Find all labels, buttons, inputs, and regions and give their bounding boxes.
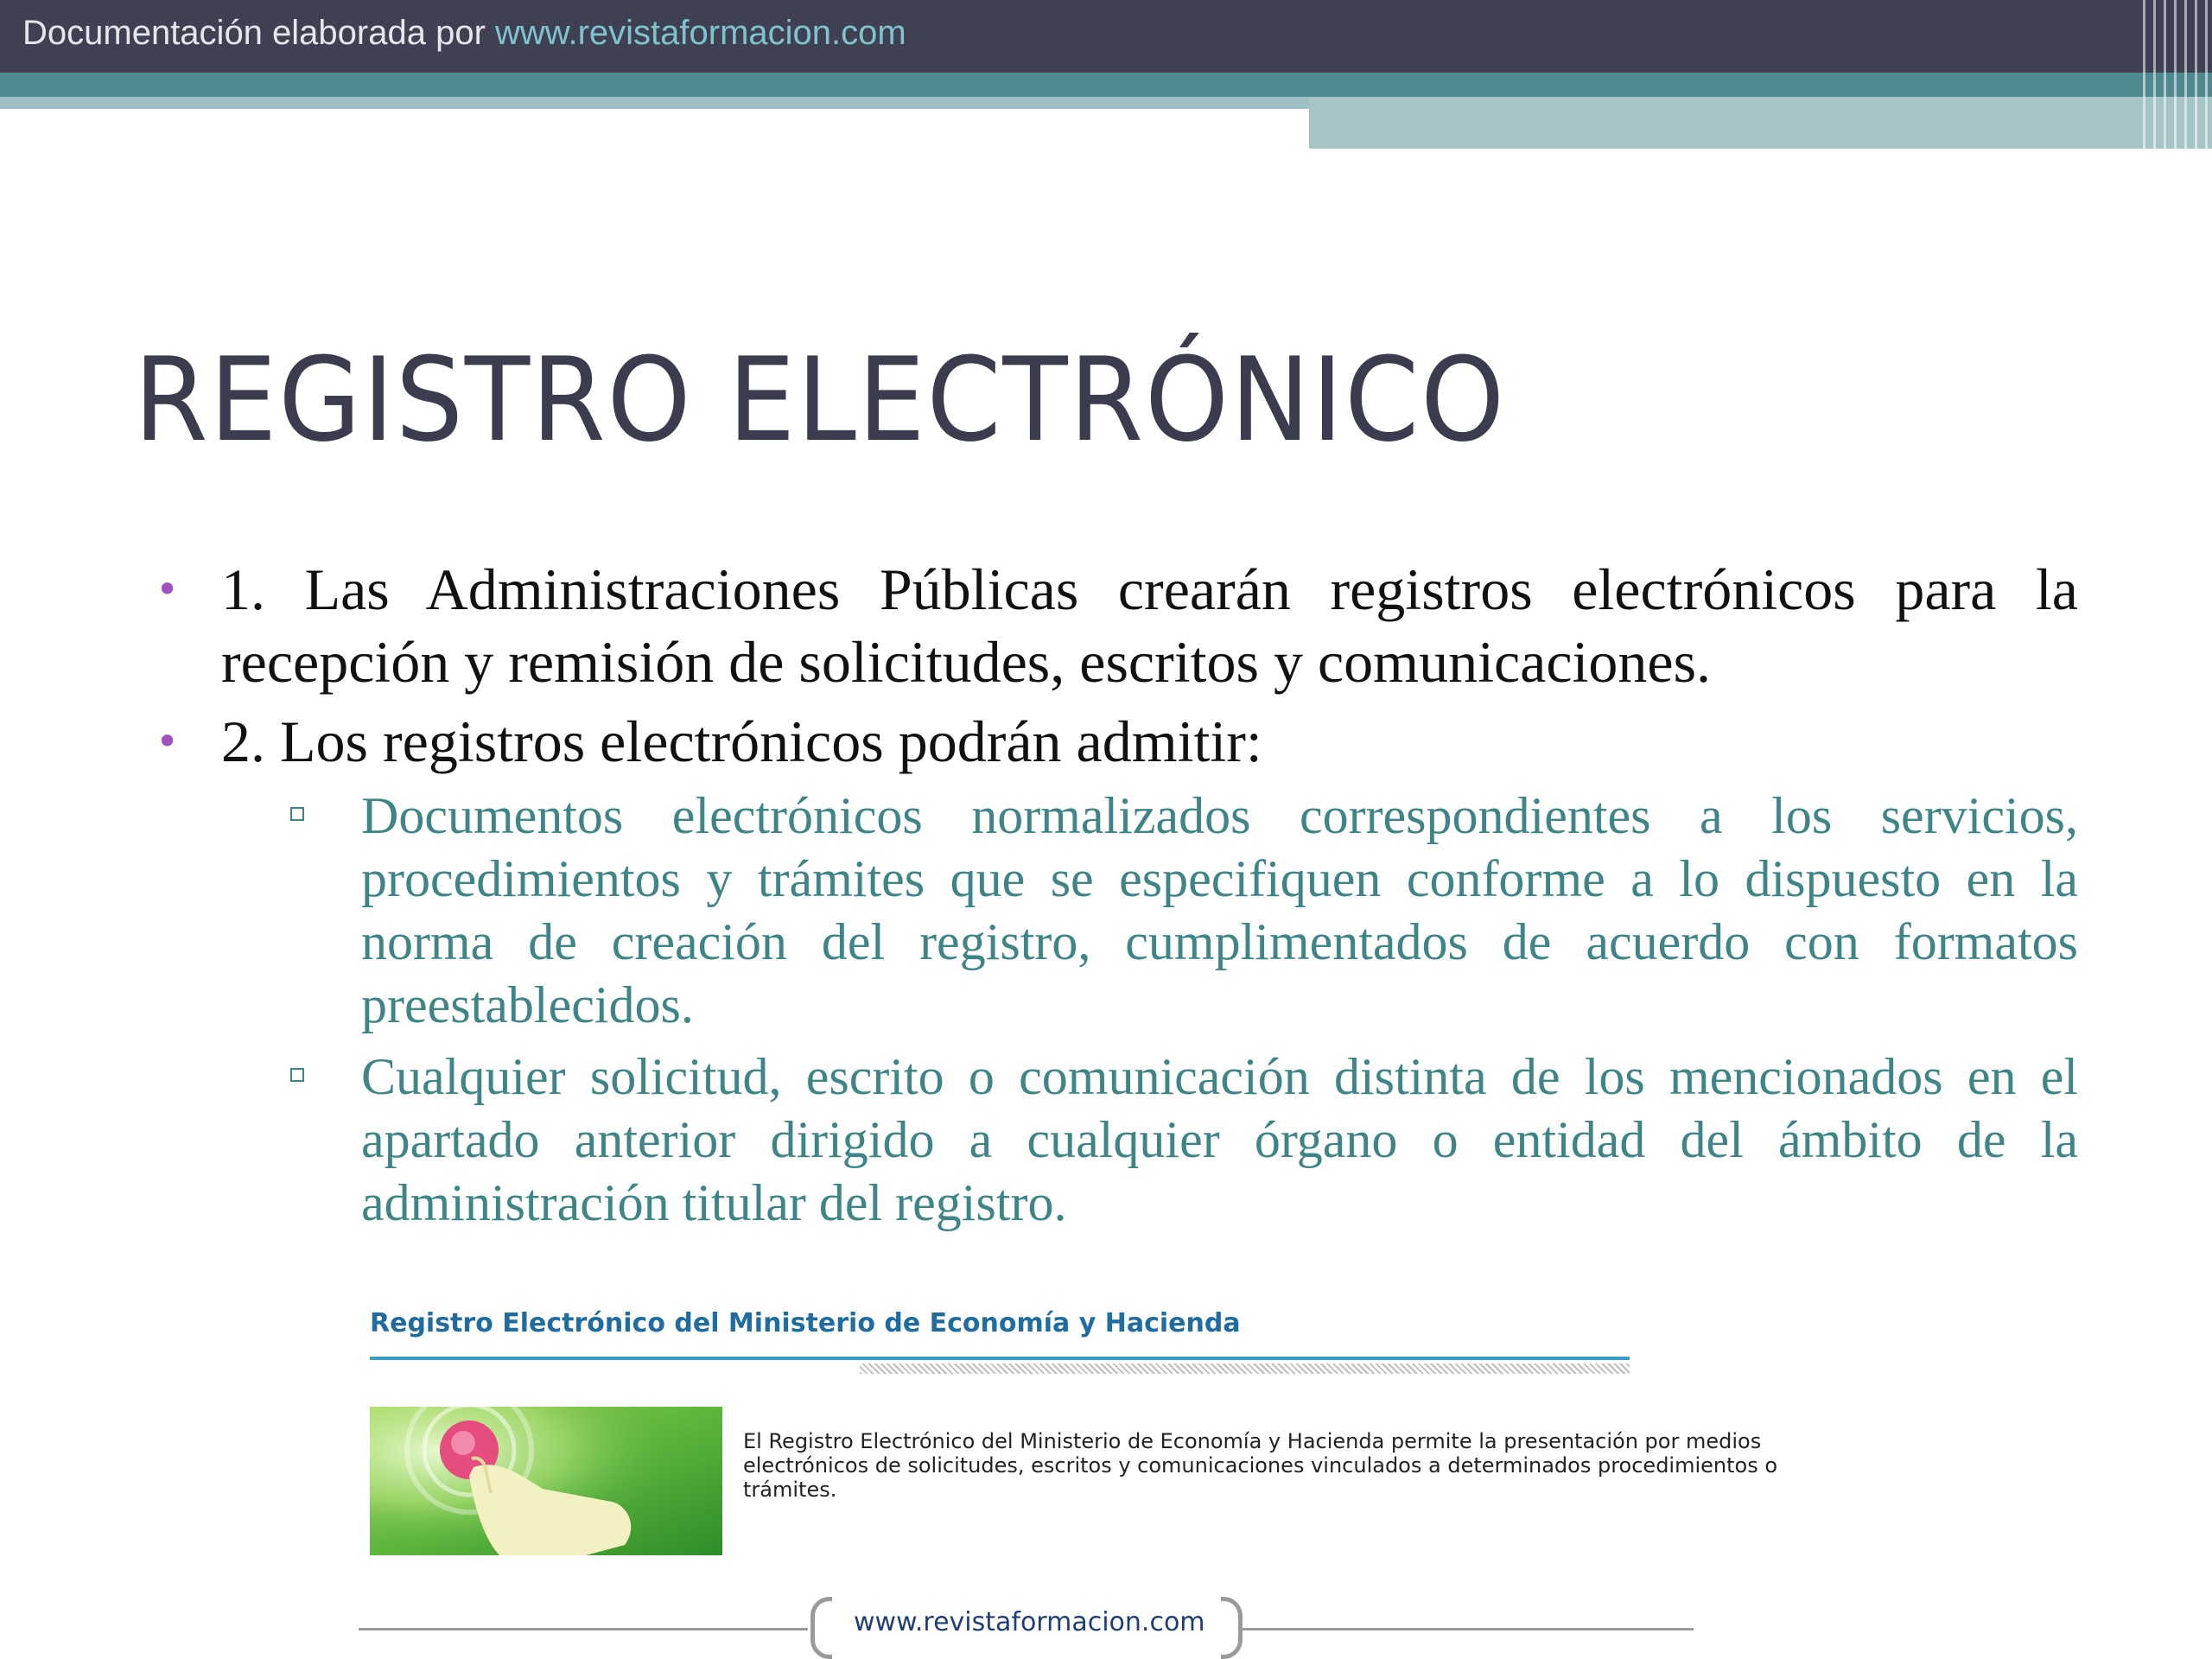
bullet-text: 2. Los registros electrónicos podrán admitir: — [221, 709, 1262, 774]
footer-bracket-left — [810, 1597, 832, 1659]
bullet-text: 1. Las Administraciones Públicas crearán registros electrónicos para la recepción y remisión de solicitudes, escritos y comunicaciones. — [221, 556, 2078, 695]
bullet-dot-icon: • — [156, 566, 180, 613]
touch-button-image — [370, 1407, 722, 1555]
header-band-teal — [0, 73, 2212, 97]
footer-line-right — [1240, 1628, 1694, 1630]
header-stripes — [2143, 0, 2212, 149]
registry-screenshot-title: Registro Electrónico del Ministerio de Economía y Hacienda — [370, 1308, 1241, 1338]
bullet-item — [156, 553, 2078, 698]
sub-bullet-item — [290, 785, 2078, 1037]
header-credit — [22, 14, 906, 53]
sub-bullet-list — [156, 785, 2078, 1235]
header-url[interactable]: www.revistaformacion.com — [495, 14, 906, 52]
square-bullet-icon — [290, 1068, 304, 1082]
bullet-list — [156, 553, 2078, 1243]
bullet-item — [156, 705, 2078, 778]
slide-title: REGISTRO ELECTRÓNICO — [134, 333, 1506, 467]
footer-line-left — [359, 1628, 808, 1630]
header-bar — [0, 0, 2212, 73]
sub-bullet-item — [290, 1046, 2078, 1235]
sub-bullet-text: Cualquier solicitud, escrito o comunicación distinta de los mencionados en el apartado anterior dirigido a cualquier órgano o entidad del ámbito de la administración titular del registro. — [361, 1048, 2078, 1231]
footer-bracket-right — [1221, 1597, 1243, 1659]
header-band-right — [1309, 97, 2212, 149]
header-band-light — [0, 97, 1309, 109]
header-prefix: Documentación elaborada por — [22, 14, 486, 52]
registry-title-rule — [370, 1357, 1630, 1360]
square-bullet-icon — [290, 807, 304, 821]
sub-bullet-text: Documentos electrónicos normalizados correspondientes a los servicios, procedimientos y trámites que se especifiquen conforme a lo dispuesto en la norma de creación del registro, cumplimentados de acuerdo con formatos preestablecidos. — [361, 787, 2078, 1033]
registry-hatch-divider — [860, 1363, 1630, 1374]
footer-url[interactable]: www.revistaformacion.com — [854, 1607, 1205, 1637]
registry-description: El Registro Electrónico del Ministerio de Economía y Hacienda permite la presentación por medios electrónicos de solicitudes, escritos y comunicaciones vinculados a determinados procedimientos o trámites. — [743, 1429, 1778, 1502]
bullet-dot-icon: • — [156, 718, 180, 765]
